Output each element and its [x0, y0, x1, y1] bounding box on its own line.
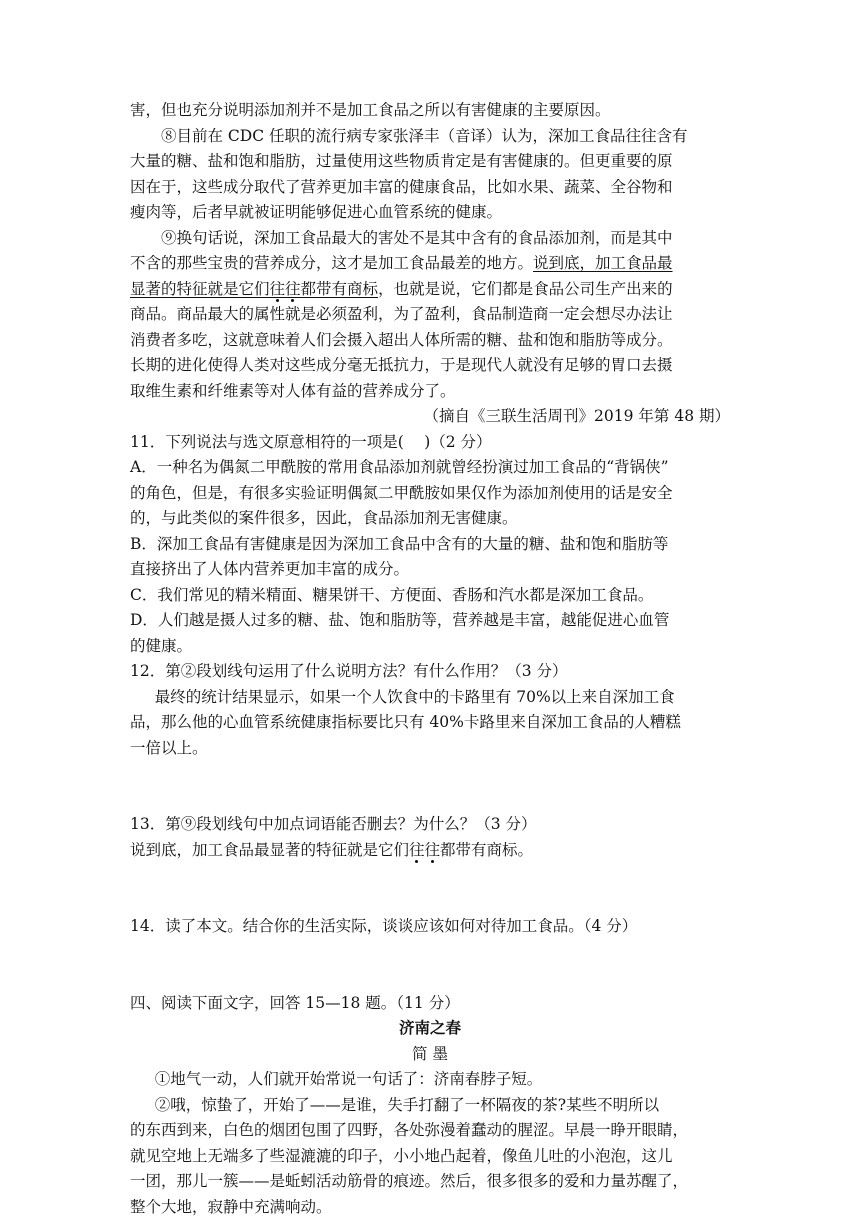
- p7-tail: 害，但也充分说明添加剂并不是加工食品之所以有害健康的主要原因。: [130, 98, 730, 124]
- answer-space: [130, 863, 730, 914]
- underlined-sentence: 都带有商标: [301, 280, 379, 298]
- q12-quote-line: 最终的统计结果显示，如果一个人饮食中的卡路里有 70%以上来自深加工食: [130, 685, 730, 711]
- p9-line: 商品。商品最大的属性就是必须盈利，为了盈利，食品制造商一定会想尽办法让: [130, 302, 730, 328]
- answer-space: [130, 940, 730, 991]
- s4-p2-line: 的东西到来，白色的烟团包围了四野，各处弥漫着蠢动的腥涩。早晨一睁开眼睛，: [130, 1118, 730, 1144]
- q11-option-line: D．人们越是摄人过多的糖、盐、饱和脂肪等，营养越是丰富，越能促进心血管: [130, 608, 730, 634]
- underlined-sentence: 说到底，加工食品最: [533, 254, 673, 272]
- article-author: 简 墨: [130, 1042, 730, 1068]
- q13-quote-text: 说到底，加工食品最显著的特征就是它们: [130, 841, 409, 859]
- q12-quote-line: 一倍以上。: [130, 736, 730, 762]
- q11-option-line: B．深加工食品有害健康是因为深加工食品中含有的大量的糖、盐和饱和脂肪等: [130, 532, 730, 558]
- q12-quote-line: 品，那么他的心血管系统健康指标要比只有 40%卡路里来自深加工食品的人糟糕: [130, 710, 730, 736]
- s4-p2-line: 就见空地上无端多了些湿漉漉的印子，小小地凸起着，像鱼儿吐的小泡泡，这儿: [130, 1144, 730, 1170]
- q11-option-line: C．我们常见的精米精面、糖果饼干、方便面、香肠和汽水都是深加工食品。: [130, 583, 730, 609]
- q13-stem: 13．第⑨段划线句中加点词语能否删去？为什么？（3 分）: [130, 812, 730, 838]
- q13-quote: [130, 838, 730, 864]
- dotted-char: 往: [270, 280, 286, 298]
- p8-line: 大量的糖、盐和饱和脂肪，过量使用这些物质肯定是有害健康的。但更重要的原: [130, 149, 730, 175]
- p9-line: 取维生素和纤维素等对人体有益的营养成分了。: [130, 379, 730, 405]
- q13-quote-text: 都带有商标。: [440, 841, 533, 859]
- text-column: [130, 98, 730, 1220]
- article-title: 济南之春: [130, 1016, 730, 1042]
- q11-stem: 11．下列说法与选文原意相符的一项是( )（2 分）: [130, 430, 730, 456]
- s4-p2-line: 整个大地，寂静中充满响动。: [130, 1195, 730, 1220]
- answer-space: [130, 761, 730, 812]
- s4-p2-line: 一团，那儿一簇——是蚯蚓活动筋骨的痕迹。然后，很多很多的爱和力量苏醒了，: [130, 1169, 730, 1195]
- source-citation: （摘自《三联生活周刊》2019 年第 48 期）: [130, 404, 730, 430]
- p9-line: [130, 251, 730, 277]
- q11-option-line: 直接挤出了人体内营养更加丰富的成分。: [130, 557, 730, 583]
- section4-heading: 四、阅读下面文字，回答 15—18 题。（11 分）: [130, 991, 730, 1017]
- p9-line: 长期的进化使得人类对这些成分毫无抵抗力，于是现代人就没有足够的胃口去摄: [130, 353, 730, 379]
- p9-line: ⑨换句话说，深加工食品最大的害处不是其中含有的食品添加剂，而是其中: [130, 226, 730, 252]
- q11-option-line: A．一种名为偶氮二甲酰胺的常用食品添加剂就曾经扮演过加工食品的“背锅侠”: [130, 455, 730, 481]
- p9-line: [130, 277, 730, 303]
- s4-p2-line: ②哦，惊蛰了，开始了——是谁，失手打翻了一杯隔夜的茶?某些不明所以: [130, 1093, 730, 1119]
- dotted-char: 往: [425, 841, 441, 859]
- underlined-sentence: 显著的特征就是它们: [130, 280, 270, 298]
- p8-line: ⑧目前在 CDC 任职的流行病专家张泽丰（音译）认为，深加工食品往往含有: [130, 124, 730, 150]
- p9-line: 消费者多吃，这就意味着人们会摄入超出人体所需的糖、盐和饱和脂肪等成分。: [130, 328, 730, 354]
- q11-option-line: 的健康。: [130, 634, 730, 660]
- p8-line: 因在于，这些成分取代了营养更加丰富的健康食品，比如水果、蔬菜、全谷物和: [130, 175, 730, 201]
- dotted-char: 往: [409, 841, 425, 859]
- p9-plain: 不含的那些宝贵的营养成分，这才是加工食品最差的地方。: [130, 254, 533, 272]
- q14-stem: 14．读了本文。结合你的生活实际，谈谈应该如何对待加工食品。（4 分）: [130, 914, 730, 940]
- q11-option-line: 的，与此类似的案件很多，因此，食品添加剂无害健康。: [130, 506, 730, 532]
- s4-p1: ①地气一动，人们就开始常说一句话了：济南春脖子短。: [130, 1067, 730, 1093]
- q11-option-line: 的角色，但是，有很多实验证明偶氮二甲酰胺如果仅作为添加剂使用的话是安全: [130, 481, 730, 507]
- dotted-char: 往: [285, 280, 301, 298]
- p9-plain: ，也就是说，它们都是食品公司生产出来的: [378, 280, 673, 298]
- q12-stem: 12．第②段划线句运用了什么说明方法？有什么作用？（3 分）: [130, 659, 730, 685]
- p8-line: 瘦肉等，后者早就被证明能够促进心血管系统的健康。: [130, 200, 730, 226]
